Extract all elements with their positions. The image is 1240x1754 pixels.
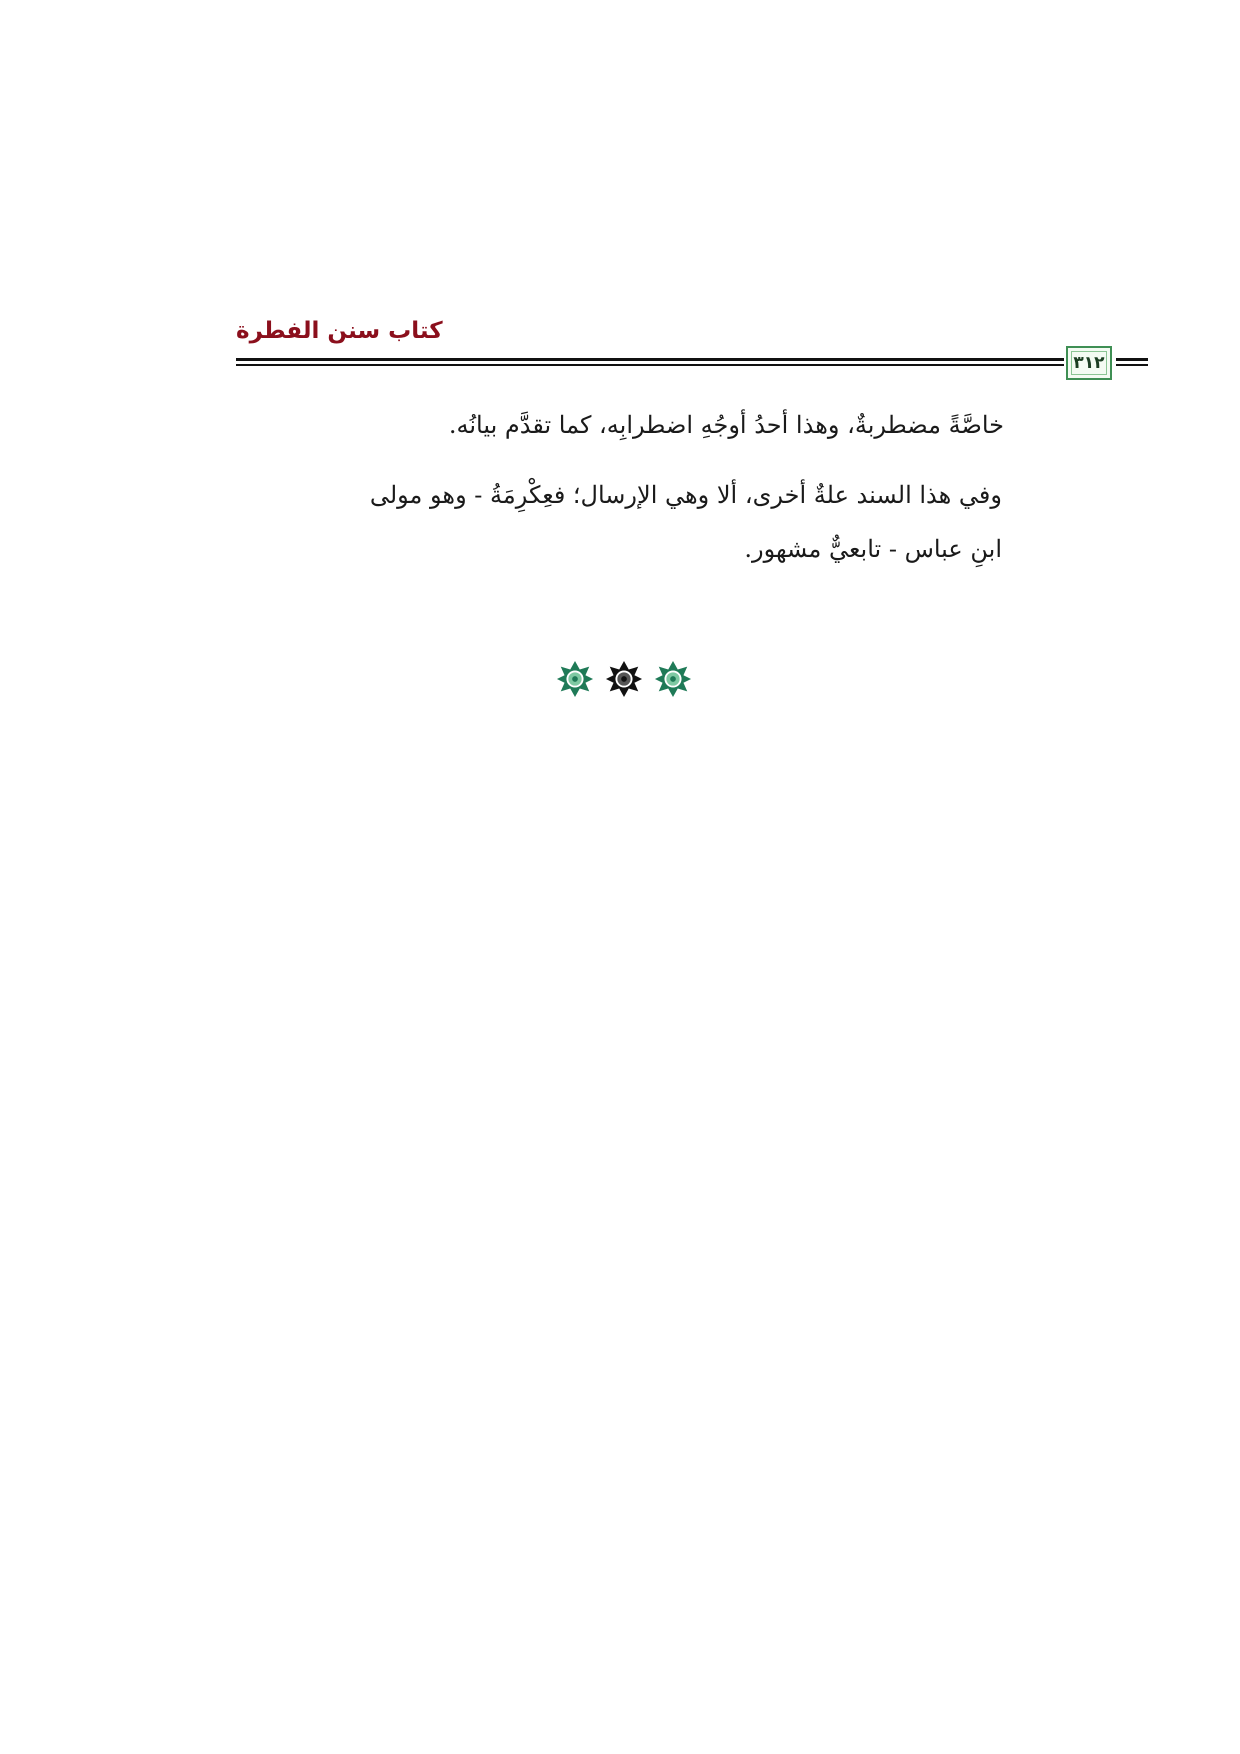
star-rosette-icon	[654, 660, 692, 698]
header-rule-end-thin	[1116, 364, 1148, 366]
page-number-badge	[1066, 346, 1112, 380]
running-title: كتاب سنن الفطرة	[236, 318, 443, 344]
star-rosette-icon	[556, 660, 594, 698]
section-end-ornament	[556, 659, 692, 699]
header-rule-thin	[236, 364, 1064, 366]
paragraph-2-line-2: ابنِ عباس - تابعيٌّ مشهور.	[744, 535, 1002, 563]
header-rule-thick	[236, 358, 1064, 361]
page-number: ٣١٢	[1073, 353, 1105, 373]
header-rule-end-thick	[1116, 358, 1148, 361]
paragraph-1: خاصَّةً مضطربةٌ، وهذا أحدُ أوجُهِ اضطرابِه، كما تقدَّم بيانُه.	[448, 411, 1004, 439]
paragraph-2-line-1: وفي هذا السند علةٌ أخرى، ألا وهي الإرسال؛ فعِكْرِمَةُ - وهو مولى	[369, 481, 1002, 509]
star-rosette-icon	[605, 660, 643, 698]
header-rule	[236, 358, 1064, 368]
header-rule-end	[1116, 358, 1148, 368]
